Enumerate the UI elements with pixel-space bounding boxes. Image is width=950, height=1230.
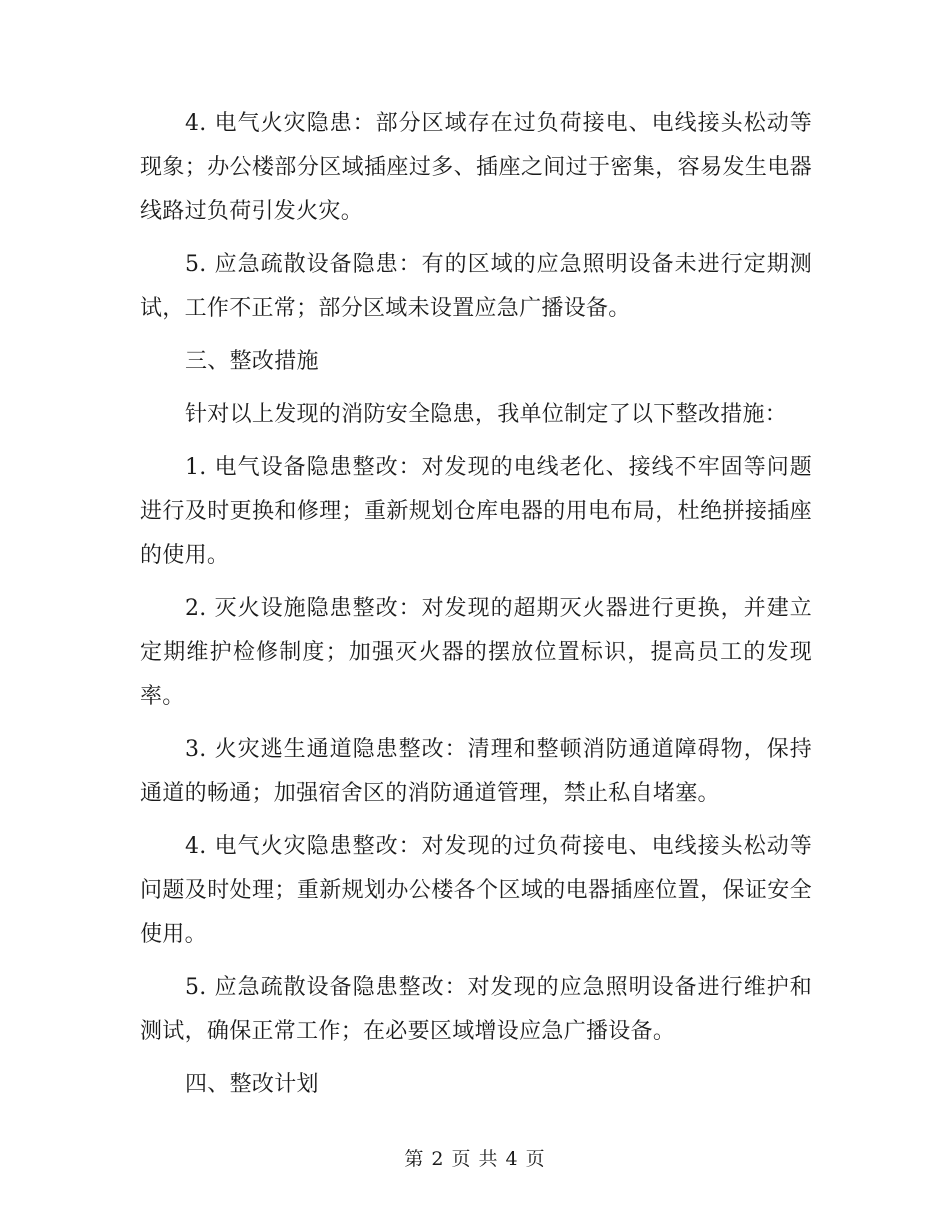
paragraph-measures-intro: 针对以上发现的消防安全隐患，我单位制定了以下整改措施： <box>185 402 788 427</box>
section-heading-rectification-measures: 三、整改措施 <box>185 349 319 374</box>
page-number-footer: 第 2 页 共 4 页 <box>404 1148 546 1170</box>
paragraph-electrical-fire-rectification: 4. 电气火灾隐患整改：对发现的过负荷接电、电线接头松动等问题及时处理；重新规划办公楼各个区域的电器插座位置，保证安全使用。 <box>140 834 812 947</box>
paragraph-escape-route-rectification: 3. 火灾逃生通道隐患整改：清理和整顿消防通道障碍物，保持通道的畅通；加强宿舍区的消防通道管理，禁止私自堵塞。 <box>140 737 812 806</box>
section-heading-rectification-plan: 四、整改计划 <box>185 1072 319 1097</box>
paragraph-electrical-fire-hazard: 4. 电气火灾隐患：部分区域存在过负荷接电、电线接头松动等现象；办公楼部分区域插座过多、插座之间过于密集，容易发生电器线路过负荷引发火灾。 <box>140 111 812 224</box>
paragraph-fire-extinguishing-rectification: 2. 灭火设施隐患整改：对发现的超期灭火器进行更换，并建立定期维护检修制度；加强灭火器的摆放位置标识，提高员工的发现率。 <box>140 596 812 709</box>
paragraph-emergency-evacuation-hazard: 5. 应急疏散设备隐患：有的区域的应急照明设备未进行定期测试，工作不正常；部分区域未设置应急广播设备。 <box>140 252 812 321</box>
paragraph-electrical-equipment-rectification: 1. 电气设备隐患整改：对发现的电线老化、接线不牢固等问题进行及时更换和修理；重新规划仓库电器的用电布局，杜绝拼接插座的使用。 <box>140 455 812 568</box>
paragraph-emergency-equipment-rectification: 5. 应急疏散设备隐患整改：对发现的应急照明设备进行维护和测试，确保正常工作；在必要区域增设应急广播设备。 <box>140 975 812 1044</box>
document-body <box>140 102 812 1116</box>
